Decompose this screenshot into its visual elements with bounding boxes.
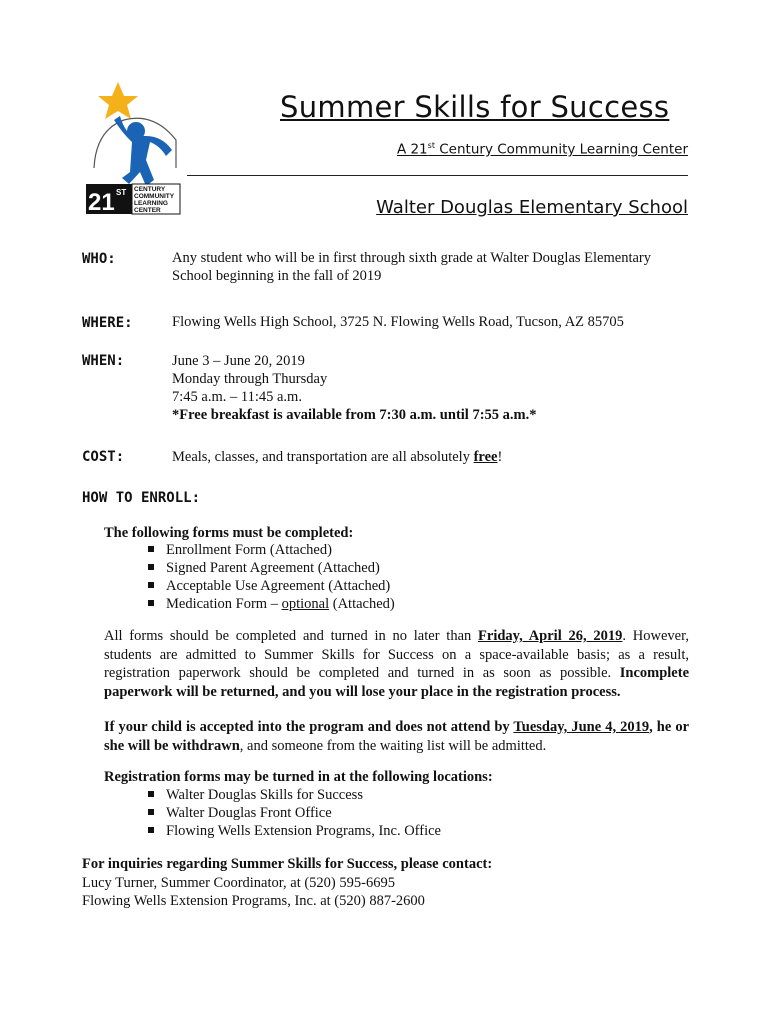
page-title: Summer Skills for Success <box>280 90 670 124</box>
svg-text:LEARNING: LEARNING <box>134 200 168 207</box>
logo-21: 21 <box>88 189 115 215</box>
school-name: Walter Douglas Elementary School <box>376 197 688 218</box>
list-item: Acceptable Use Agreement (Attached) <box>148 577 395 595</box>
svg-text:COMMUNITY: COMMUNITY <box>134 193 175 200</box>
locations-list <box>148 786 441 840</box>
page-subtitle: A 21st Century Community Learning Center <box>396 141 688 158</box>
svg-text:ST: ST <box>116 188 127 197</box>
list-item: Medication Form – optional (Attached) <box>148 595 395 613</box>
forms-heading: The following forms must be completed: <box>104 525 354 541</box>
svg-text:CENTURY: CENTURY <box>134 186 166 193</box>
deadline-paragraph: All forms should be completed and turned in no later than Friday, April 26, 2019. However, students are admitted to Summer Skills for Success on a space-available basis; as a result, registration paperwork should be completed and turned in as soon as possible. Incomplete paperwork will be returned, and you will lose your place in the registration process. <box>104 628 689 700</box>
who-value: Any student who will be in first through sixth grade at Walter Douglas Elementary School beginning in the fall of 2019 <box>172 250 651 284</box>
breakfast-note: *Free breakfast is available from 7:30 a.m. until 7:55 a.m.* <box>172 407 537 423</box>
cost-label: COST: <box>82 449 125 465</box>
cclc-logo <box>84 80 184 215</box>
where-value: Flowing Wells High School, 3725 N. Flowing Wells Road, Tucson, AZ 85705 <box>172 314 624 330</box>
attendance-paragraph: If your child is accepted into the program and does not attend by Tuesday, June 4, 2019, he or she will be withdrawn, and someone from the waiting list will be admitted. <box>104 719 690 754</box>
locations-heading: Registration forms may be turned in at the following locations: <box>104 769 493 785</box>
where-label: WHERE: <box>82 315 133 331</box>
list-item: Walter Douglas Front Office <box>148 804 441 822</box>
when-label: WHEN: <box>82 353 125 369</box>
when-value: June 3 – June 20, 2019 Monday through Thursday 7:45 a.m. – 11:45 a.m. *Free breakfast is available from 7:30 a.m. until 7:55 a.m.* <box>172 352 692 424</box>
header-divider <box>187 175 688 176</box>
cost-value: Meals, classes, and transportation are all absolutely free! <box>172 449 503 465</box>
contact-details: Lucy Turner, Summer Coordinator, at (520) 595-6695 Flowing Wells Extension Programs, Inc. at (520) 887-2600 <box>82 875 425 909</box>
svg-text:CENTER: CENTER <box>134 207 161 214</box>
logo-star-figure-icon <box>84 80 184 215</box>
contact-heading: For inquiries regarding Summer Skills for Success, please contact: <box>82 856 493 872</box>
list-item: Flowing Wells Extension Programs, Inc. Office <box>148 822 441 840</box>
forms-list <box>148 541 395 613</box>
who-label: WHO: <box>82 251 116 267</box>
list-item: Enrollment Form (Attached) <box>148 541 395 559</box>
list-item: Signed Parent Agreement (Attached) <box>148 559 395 577</box>
enroll-heading: HOW TO ENROLL: <box>82 490 201 506</box>
list-item: Walter Douglas Skills for Success <box>148 786 441 804</box>
